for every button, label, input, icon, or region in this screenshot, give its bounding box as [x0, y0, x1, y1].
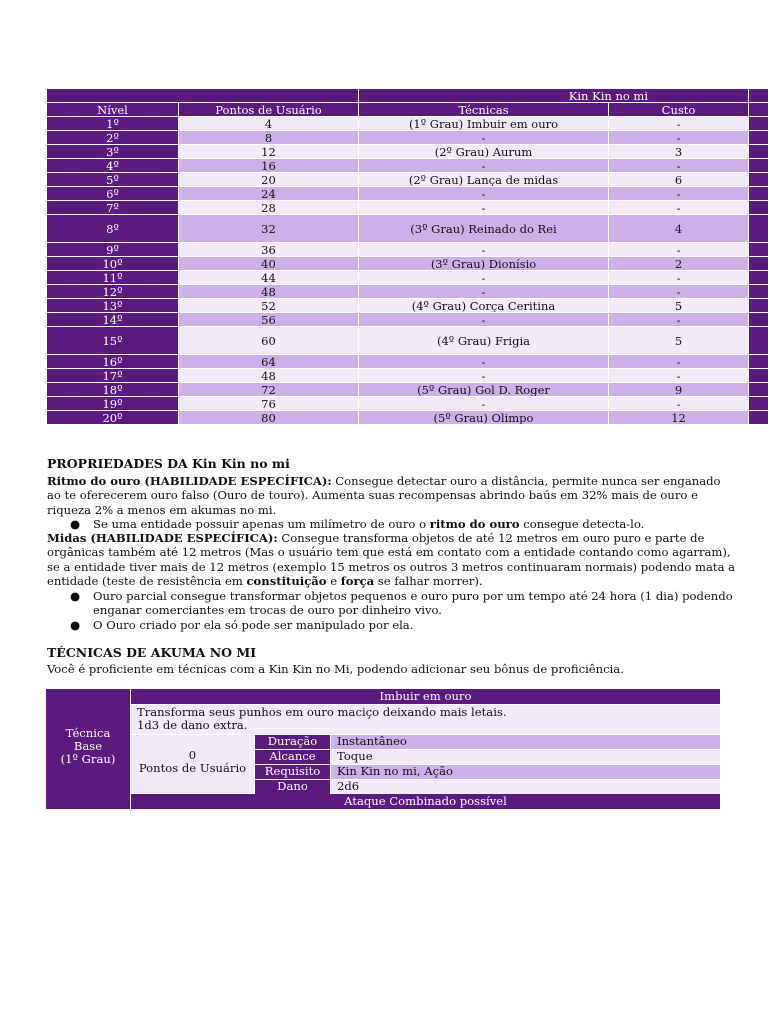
cell-nivel: 6º — [47, 187, 179, 201]
cell-tecnica: (5º Grau) Gol D. Roger — [359, 383, 609, 397]
cell-custo: - — [609, 201, 749, 215]
cell-custo: 9 — [609, 383, 749, 397]
midas-title: Midas (HABILIDADE ESPECÍFICA): — [47, 531, 278, 545]
cell-custo: 4 — [609, 215, 749, 243]
tecnicas-intro: Você é proficiente em técnicas com a Kin Kin no Mi, podendo adicionar seu bônus de proficiência. — [47, 662, 624, 676]
card-stat-value: Kin Kin no mi, Ação — [331, 765, 720, 779]
ritmo-text: Consegue detectar ouro a distância, permite nunca ser enganado ao te oferecerem ouro falso (Ouro de touro). Aumenta suas recompensas abrindo baús em 32% mais de ouro e riqueza 2% a menos em akumas no mi. — [47, 474, 721, 517]
cell-custo: 2 — [609, 257, 749, 271]
cell-tecnica: - — [359, 243, 609, 257]
cell-tecnica: (2º Grau) Lança de midas — [359, 173, 609, 187]
cell-pontos: 40 — [179, 257, 359, 271]
cell-nivel: 1º — [47, 117, 179, 131]
cell-custo: - — [609, 243, 749, 257]
card-points-value: 0 — [188, 748, 197, 762]
table-row — [47, 355, 768, 369]
cell-custo: - — [609, 159, 749, 173]
cell-nivel: 3º — [47, 145, 179, 159]
cell-tecnica: - — [359, 187, 609, 201]
table-title: Kin Kin no mi — [359, 89, 749, 103]
table-row — [47, 145, 768, 159]
cell-nivel: 20º — [47, 411, 179, 425]
cell-custo: 5 — [609, 299, 749, 313]
card-stat-label: Requisito — [255, 765, 330, 779]
cell-nivel: 18º — [47, 383, 179, 397]
bullet-ritmo: Se uma entidade possuir apenas um milímetro de ouro o ritmo do ouro consegue detecta-lo. — [93, 517, 645, 531]
table-row — [47, 313, 768, 327]
card-stat-value: Toque — [331, 750, 720, 764]
cell-tecnica: - — [359, 285, 609, 299]
cell-pontos: 12 — [179, 145, 359, 159]
bullet-manipulado: O Ouro criado por ela só pode ser manipulado por ela. — [93, 618, 414, 632]
cell-nivel: 12º — [47, 285, 179, 299]
cell-pontos: 48 — [179, 369, 359, 383]
cell-custo: - — [609, 187, 749, 201]
table-row — [47, 299, 768, 313]
cell-custo: 6 — [609, 173, 749, 187]
card-footer: Ataque Combinado possível — [131, 794, 720, 809]
card-side-label: Técnica Base (1º Grau) — [46, 689, 130, 809]
cell-nivel: 15º — [47, 327, 179, 355]
cell-tecnica: (4º Grau) Frigia — [359, 327, 609, 355]
cell-custo: - — [609, 117, 749, 131]
cell-pontos: 60 — [179, 327, 359, 355]
bullet-dot: ● — [70, 589, 81, 603]
cell-tecnica: - — [359, 201, 609, 215]
cell-custo: - — [609, 313, 749, 327]
cell-nivel: 14º — [47, 313, 179, 327]
card-stat-label: Dano — [255, 780, 330, 794]
cell-nivel: 8º — [47, 215, 179, 243]
ritmo-paragraph — [47, 474, 737, 517]
header-nivel: Nível — [47, 103, 179, 117]
midas-paragraph: Midas (HABILIDADE ESPECÍFICA): Consegue transforma objetos de até 12 metros em ouro puro e parte de orgânicas também até 12 metros (Mas o usuário tem que está em contato com a entidade contando como agarram), se a entidade tiver mais de 12 metros (exemplo 15 metros os outros 3 metros continuaram normais) podendo mata a entidade (teste de resistência em constituição e força se falhar morrer). — [47, 531, 736, 589]
cell-pontos: 56 — [179, 313, 359, 327]
cell-tecnica: (3º Grau) Reinado do Rei — [359, 215, 609, 243]
cell-tecnica: (5º Grau) Olimpo — [359, 411, 609, 425]
cell-custo: - — [609, 285, 749, 299]
table-row — [47, 117, 768, 131]
cell-pontos: 16 — [179, 159, 359, 173]
cell-tecnica: - — [359, 131, 609, 145]
card-stat-value: Instantâneo — [331, 735, 720, 749]
cell-pontos: 32 — [179, 215, 359, 243]
card-stat-label: Duração — [255, 735, 330, 749]
cell-tecnica: - — [359, 369, 609, 383]
table-row — [47, 411, 768, 425]
cell-pontos: 76 — [179, 397, 359, 411]
progression-table — [46, 88, 768, 425]
table-title-row — [47, 89, 768, 103]
cell-pontos: 36 — [179, 243, 359, 257]
table-row — [47, 131, 768, 145]
cell-pontos: 80 — [179, 411, 359, 425]
cell-pontos: 44 — [179, 271, 359, 285]
cell-tecnica: - — [359, 397, 609, 411]
cell-nivel: 4º — [47, 159, 179, 173]
tecnicas-heading: TÉCNICAS DE AKUMA NO MI — [47, 645, 257, 660]
properties-heading: PROPRIEDADES DA Kin Kin no mi — [47, 456, 290, 471]
cell-custo: - — [609, 355, 749, 369]
cell-nivel: 11º — [47, 271, 179, 285]
technique-card — [46, 689, 720, 809]
table-header-row — [47, 103, 768, 117]
card-points-label: Pontos de Usuário — [138, 761, 247, 775]
cell-custo: - — [609, 397, 749, 411]
cell-nivel: 16º — [47, 355, 179, 369]
cell-nivel: 5º — [47, 173, 179, 187]
table-row — [47, 383, 768, 397]
cell-tecnica: - — [359, 271, 609, 285]
cell-pontos: 4 — [179, 117, 359, 131]
table-row — [47, 369, 768, 383]
bullet-dot: ● — [70, 618, 81, 632]
cell-pontos: 8 — [179, 131, 359, 145]
cell-tecnica: (2º Grau) Aurum — [359, 145, 609, 159]
table-row — [47, 243, 768, 257]
table-row — [47, 201, 768, 215]
cell-tecnica: - — [359, 355, 609, 369]
cell-nivel: 7º — [47, 201, 179, 215]
bullet-ouro-parcial: Ouro parcial consegue transformar objetos pequenos e ouro puro por um tempo até 24 hora (1 dia) podendo enganar comerciantes em trocas de ouro por dinheiro vivo. — [93, 589, 733, 618]
cell-nivel: 19º — [47, 397, 179, 411]
cell-pontos: 24 — [179, 187, 359, 201]
table-row — [47, 285, 768, 299]
card-stat-value: 2d6 — [331, 780, 720, 794]
header-pontos: Pontos de Usuário — [179, 103, 359, 117]
cell-tecnica: - — [359, 313, 609, 327]
card-points — [131, 735, 254, 793]
cell-custo: 12 — [609, 411, 749, 425]
card-stat-label: Alcance — [255, 750, 330, 764]
cell-nivel: 9º — [47, 243, 179, 257]
table-row — [47, 327, 768, 355]
table-row — [47, 397, 768, 411]
table-row — [47, 215, 768, 243]
cell-tecnica: (1º Grau) Imbuir em ouro — [359, 117, 609, 131]
table-row — [47, 257, 768, 271]
cell-tecnica: - — [359, 159, 609, 173]
card-title: Imbuir em ouro — [131, 689, 720, 704]
cell-tecnica: (4º Grau) Corça Ceritina — [359, 299, 609, 313]
cell-custo: - — [609, 369, 749, 383]
table-row — [47, 159, 768, 173]
cell-custo: 3 — [609, 145, 749, 159]
card-description: Transforma seus punhos em ouro maciço deixando mais letais. 1d3 de dano extra. — [131, 705, 720, 734]
cell-nivel: 17º — [47, 369, 179, 383]
cell-pontos: 20 — [179, 173, 359, 187]
cell-pontos: 64 — [179, 355, 359, 369]
table-row — [47, 173, 768, 187]
cell-custo: - — [609, 271, 749, 285]
cell-pontos: 72 — [179, 383, 359, 397]
table-row — [47, 271, 768, 285]
bullet-dot: ● — [70, 517, 81, 531]
cell-nivel: 10º — [47, 257, 179, 271]
cell-nivel: 2º — [47, 131, 179, 145]
header-tecnicas: Técnicas — [359, 103, 609, 117]
cell-pontos: 28 — [179, 201, 359, 215]
ritmo-title: Ritmo do ouro (HABILIDADE ESPECÍFICA): — [47, 474, 332, 488]
cell-custo: 5 — [609, 327, 749, 355]
cell-custo: - — [609, 131, 749, 145]
cell-pontos: 52 — [179, 299, 359, 313]
header-custo: Custo — [609, 103, 749, 117]
cell-tecnica: (3º Grau) Dionísio — [359, 257, 609, 271]
cell-pontos: 48 — [179, 285, 359, 299]
table-row — [47, 187, 768, 201]
cell-nivel: 13º — [47, 299, 179, 313]
